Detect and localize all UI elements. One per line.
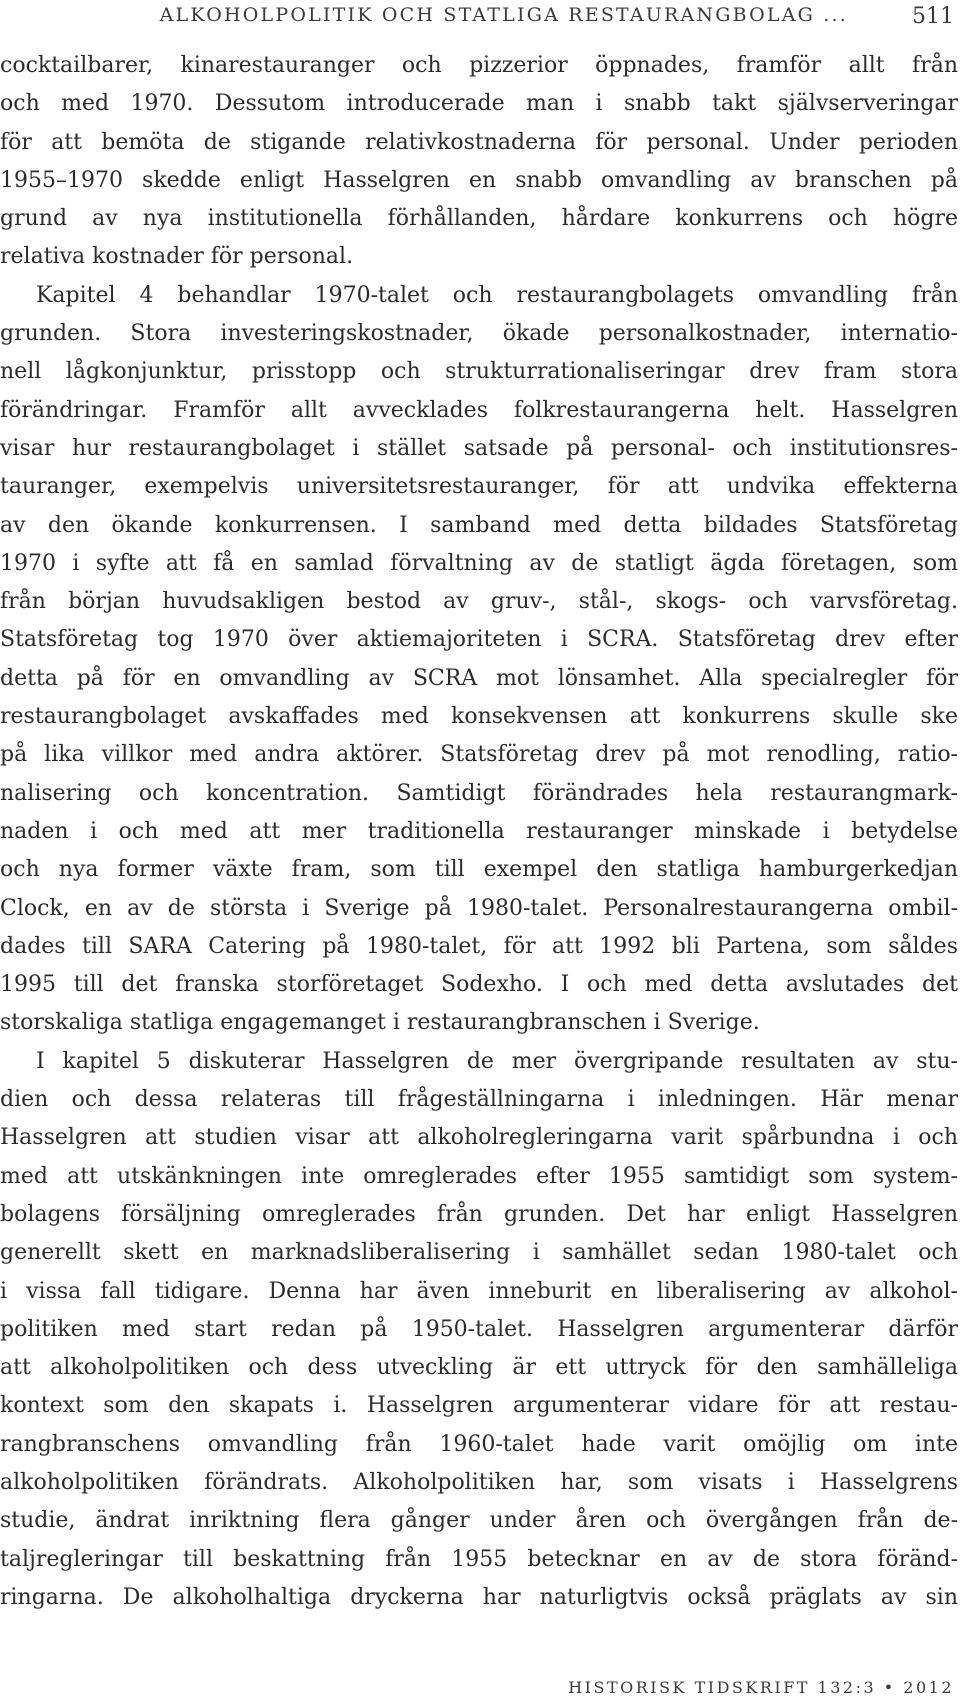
text-line: politiken med start redan på 1950-talet. Hasselgren argumenterar därför [0, 1316, 958, 1342]
text-line: dades till SARA Catering på 1980-talet, för att 1992 bli Partena, som såldes [0, 933, 958, 959]
text-line: alkoholpolitiken förändrats. Alkoholpolitiken har, som visats i Hasselgrens [0, 1469, 958, 1495]
paragraph-1 [0, 47, 958, 277]
text-line: I kapitel 5 diskuterar Hasselgren de mer övergripande resultaten av stu- [36, 1048, 958, 1074]
text-line: restaurangbolaget avskaffades med konsekvensen att konkurrens skulle ske [0, 704, 958, 730]
text-line: och med 1970. Dessutom introducerade man i snabb takt självserveringar [0, 91, 958, 117]
text-line: detta på för en omvandling av SCRA mot lönsamhet. Alla specialregler för [0, 665, 958, 691]
body-text [0, 47, 958, 1617]
text-line: kontext som den skapats i. Hasselgren argumenterar vidare för att restau- [0, 1393, 958, 1419]
text-line: med att utskänkningen inte omreglerades efter 1955 samtidigt som system- [0, 1163, 958, 1189]
running-head [0, 2, 960, 32]
text-line: relativa kostnader för personal. [0, 244, 354, 270]
text-line: studie, ändrat inriktning flera gånger under åren och övergången från de- [0, 1508, 958, 1534]
text-line: att alkoholpolitiken och dess utveckling är ett uttryck för den samhälleliga [0, 1355, 958, 1381]
text-line: från början huvudsakligen bestod av gruv-, stål-, skogs- och varvsföretag. [0, 589, 958, 615]
text-line: Clock, en av de största i Sverige på 1980-talet. Personalrestaurangerna ombil- [0, 895, 958, 921]
text-line: Kapitel 4 behandlar 1970-talet och restaurangbolagets omvandling från [36, 282, 958, 308]
text-line: storskaliga statliga engagemanget i restaurangbranschen i Sverige. [0, 1010, 760, 1036]
text-line: nell lågkonjunktur, prisstopp och strukturrationaliseringar drev fram stora [0, 359, 958, 385]
running-title: ALKOHOLPOLITIK OCH STATLIGA RESTAURANGBOLAG ... [159, 4, 848, 26]
text-line: bolagens försäljning omreglerades från grunden. Det har enligt Hasselgren [0, 1201, 958, 1227]
text-line: 1955–1970 skedde enligt Hasselgren en snabb omvandling av branschen på [0, 167, 958, 193]
text-line: grund av nya institutionella förhållanden, hårdare konkurrens och högre [0, 206, 958, 232]
page-number: 511 [912, 4, 954, 29]
text-line: Statsföretag tog 1970 över aktiemajoriteten i SCRA. Statsföretag drev efter [0, 627, 958, 653]
text-line: på lika villkor med andra aktörer. Statsföretag drev på mot renodling, ratio- [0, 742, 958, 768]
text-line: generellt skett en marknadsliberalisering i samhället sedan 1980-talet och [0, 1240, 958, 1266]
text-line: grunden. Stora investeringskostnader, ökade personalkostnader, internatio- [0, 321, 958, 347]
text-line: av den ökande konkurrensen. I samband med detta bildades Statsföretag [0, 512, 958, 538]
text-line: ringarna. De alkoholhaltiga dryckerna har naturligtvis också präglats av sin [0, 1584, 958, 1610]
text-line: för att bemöta de stigande relativkostnaderna för personal. Under perioden [0, 129, 958, 155]
text-line: nalisering och koncentration. Samtidigt förändrades hela restaurangmark- [0, 780, 958, 806]
paragraph-2 [0, 277, 958, 1043]
text-line: 1970 i syfte att få en samlad förvaltning av de statligt ägda företagen, som [0, 550, 958, 576]
text-line: Hasselgren att studien visar att alkoholregleringarna varit spårbundna i och [0, 1125, 958, 1151]
text-line: tauranger, exempelvis universitetsrestauranger, för att undvika effekterna [0, 474, 958, 500]
paragraph-3 [0, 1043, 958, 1617]
text-line: taljregleringar till beskattning från 1955 betecknar en av de stora föränd- [0, 1546, 958, 1572]
text-line: och nya former växte fram, som till exempel den statliga hamburgerkedjan [0, 857, 958, 883]
text-line: i vissa fall tidigare. Denna har även inneburit en liberalisering av alkohol- [0, 1278, 958, 1304]
text-line: naden i och med att mer traditionella restauranger minskade i betydelse [0, 818, 958, 844]
text-line: dien och dessa relateras till frågeställningarna i inledningen. Här menar [0, 1087, 958, 1113]
text-line: cocktailbarer, kinarestauranger och pizzerior öppnades, framför allt från [0, 53, 958, 78]
text-line: visar hur restaurangbolaget i stället satsade på personal- och institutionsres- [0, 435, 958, 461]
text-line: förändringar. Framför allt avvecklades folkrestaurangerna helt. Hasselgren [0, 397, 958, 423]
text-line: 1995 till det franska storföretaget Sodexho. I och med detta avslutades det [0, 972, 958, 998]
journal-footer: HISTORISK TIDSKRIFT 132:3 • 2012 [568, 1678, 954, 1697]
text-line: rangbranschens omvandling från 1960-talet hade varit omöjlig om inte [0, 1431, 958, 1457]
